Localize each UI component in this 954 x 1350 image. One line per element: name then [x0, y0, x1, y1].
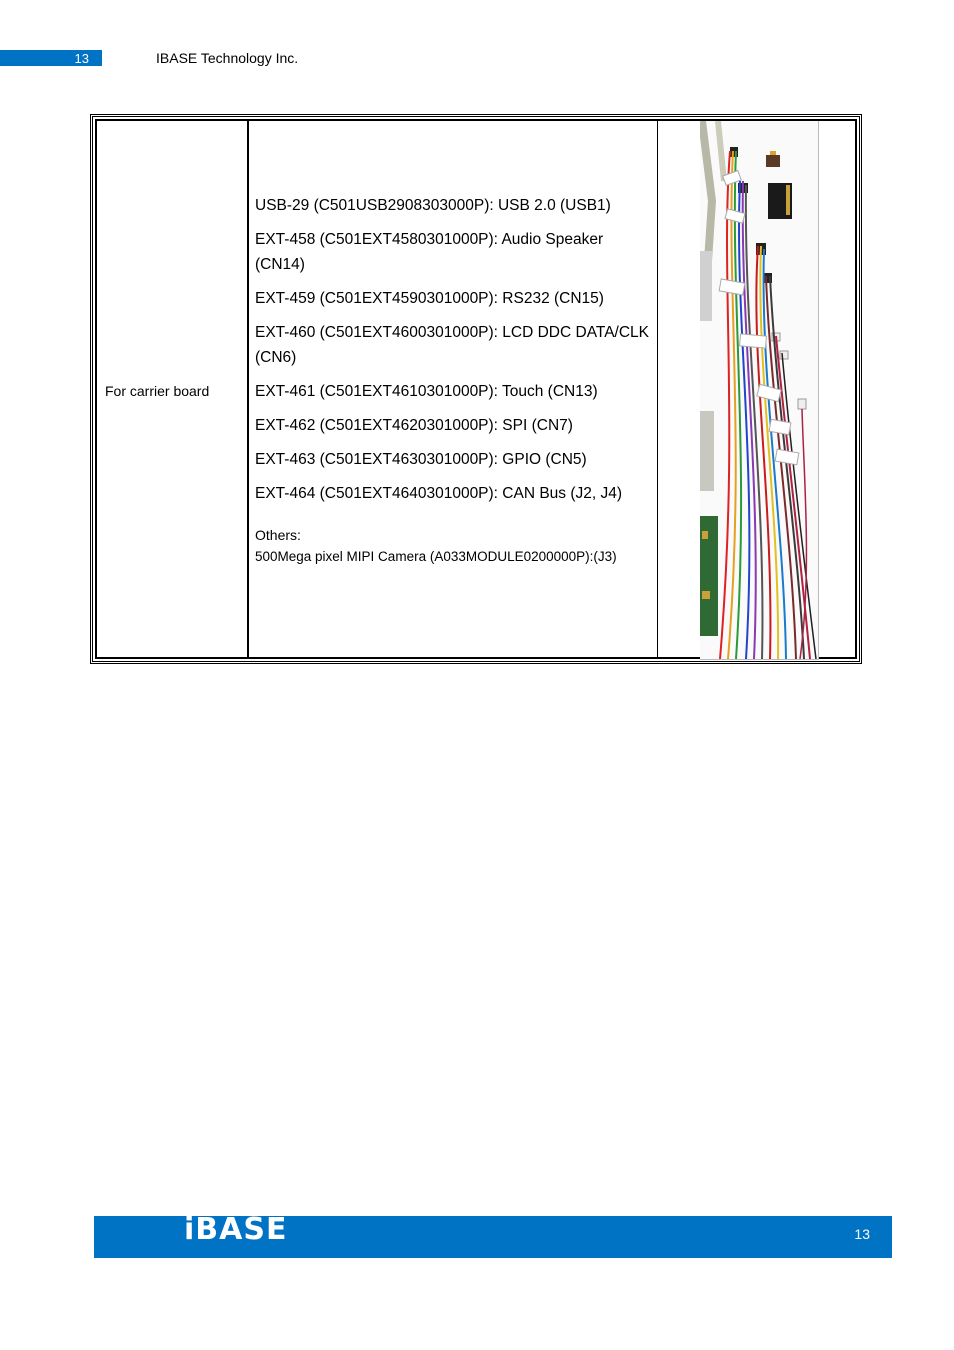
- ibase-logo: iBASE: [184, 1212, 288, 1247]
- list-item: EXT-460 (C501EXT4600301000P): LCD DDC DATA/CLK (CN6): [255, 324, 649, 366]
- column-divider: [247, 121, 249, 657]
- cable-kit-table: [90, 114, 862, 664]
- others-camera-item: 500Mega pixel MIPI Camera (A033MODULE0200000P):(J3): [255, 549, 617, 564]
- header-company-name: IBASE Technology Inc.: [156, 50, 299, 66]
- list-item: EXT-463 (C501EXT4630301000P): GPIO (CN5): [255, 451, 587, 468]
- cable-list: [255, 193, 651, 568]
- header-page-number: 13: [0, 50, 102, 66]
- table-frame: [95, 119, 857, 659]
- row-label: For carrier board: [105, 383, 210, 399]
- list-item: EXT-459 (C501EXT4590301000P): RS232 (CN15): [255, 290, 604, 307]
- cables-illustration: [700, 121, 818, 659]
- list-item: USB-29 (C501USB2908303000P): USB 2.0 (USB1): [255, 197, 611, 214]
- others-title: Others:: [255, 527, 301, 543]
- list-item: EXT-458 (C501EXT4580301000P): Audio Speaker (CN14): [255, 231, 604, 273]
- list-item: EXT-461 (C501EXT4610301000P): Touch (CN13): [255, 383, 598, 400]
- footer-page-number: 13: [854, 1226, 870, 1242]
- cables-photo: [700, 121, 819, 660]
- list-item: EXT-464 (C501EXT4640301000P): CAN Bus (J2, J4): [255, 485, 623, 502]
- list-item: EXT-462 (C501EXT4620301000P): SPI (CN7): [255, 417, 573, 434]
- column-divider: [657, 121, 658, 657]
- footer-bar: [94, 1212, 892, 1258]
